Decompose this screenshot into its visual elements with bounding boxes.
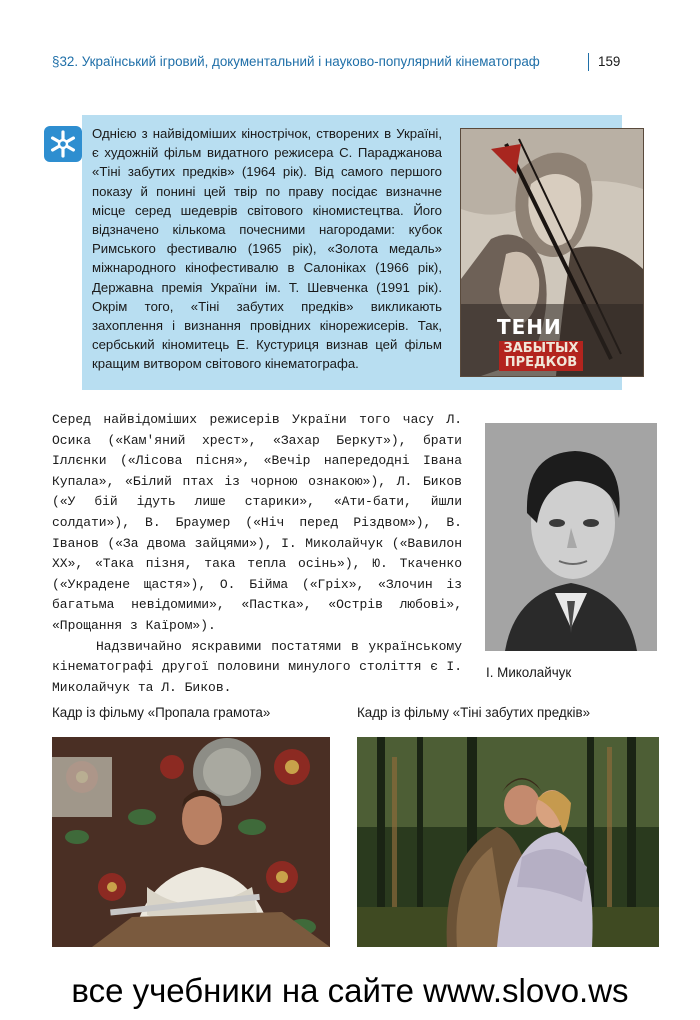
- portrait-photo: [485, 423, 657, 651]
- page-header: [0, 44, 700, 80]
- paragraph-directors: Серед найвідоміших режисерів України того часу Л. Осика («Кам'яний хрест», «Захар Беркут»), брати Іллєнки («Лісова пісня», «Вечір напередодні Івана Купала», «Білий птах із чорною ознакою»), Л. Биков («У бій ідуть лише старики», «Ати-бати, йшли солдати»), В. Браумер («Ніч перед Різдвом»), В. Іванов («За двома зайцями»), І. Миколайчук («Вавилон ХХ», «Така пізня, така тепла осінь»), Ю. Ткаченко («Украдене щастя»), О. Бійма («Гріх», «Злочин із багатьма невідомими», «Пастка», «Острів любові», «Прощання з Каїром»).: [52, 412, 462, 633]
- poster-subtitle: ЗАБЫТЫХ ПРЕДКОВ: [499, 341, 583, 371]
- still-caption-tini: Кадр із фільму «Тіні забутих предків»: [357, 705, 591, 720]
- film-poster-image: [460, 128, 644, 377]
- paragraph-highlight: Надзвичайно яскравими постатями в українському кінематографі другої половини минулого століття є І. Миколайчук та Л. Биков.: [52, 638, 462, 695]
- still-caption-propala-gramota: Кадр із фільму «Пропала грамота»: [52, 705, 271, 720]
- snowflake-icon: [44, 126, 82, 162]
- film-still-propala-gramota: [52, 737, 330, 947]
- film-still-tini: [357, 737, 659, 947]
- site-watermark: все учебники на сайте www.slovo.ws: [71, 972, 629, 1009]
- page-number: 159: [598, 54, 621, 69]
- section-title: §32. Український ігровий, документальний і науково-популярний кінематограф: [52, 54, 540, 69]
- info-box-text: Однією з найвідоміших кінострічок, створених в Україні, є художній фільм видатного режисера С. Параджанова «Тіні забутих предків» (1964 рік). Від самого першого показу й понині цей твір по праву посідає визначне місце серед шедеврів світового кіномистецтва. Його відзначено кількома почесними нагородами: кубок Римського фестивалю (1965 рік), «Золота медаль» міжнародного кінофестивалю в Салоніках (1966 рік), Державна премія України ім. Т. Шевченка (1991 рік). Окрім того, «Тіні забутих предків» викликають захоплення і визнання провідних кінорежисерів. Так, сербський кіномитець Е. Кустуриця визнав цей фільм кращим витвором світового кінематографа.: [92, 126, 442, 372]
- main-text: [52, 410, 462, 698]
- portrait-caption: І. Миколайчук: [486, 665, 572, 680]
- poster-title: ТЕНИ: [497, 315, 562, 339]
- header-divider: [588, 53, 589, 71]
